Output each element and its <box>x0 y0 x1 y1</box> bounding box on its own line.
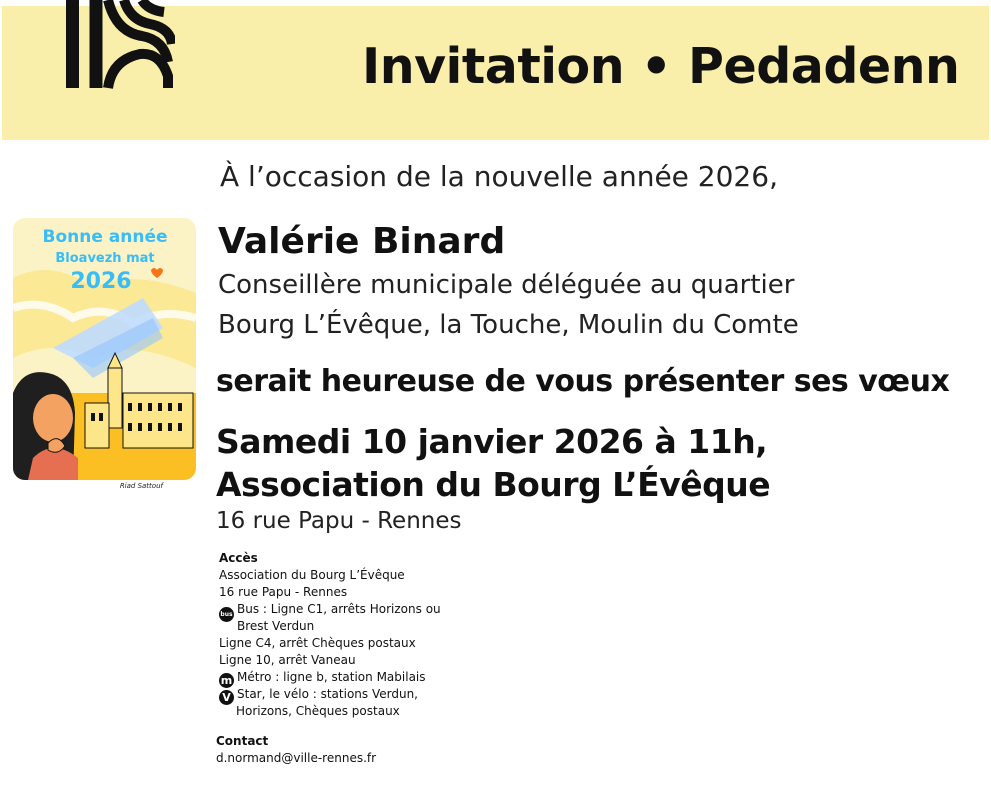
illus-line1: Bonne année <box>42 227 168 247</box>
event-place: Association du Bourg L’Évêque <box>216 465 771 504</box>
metro-icon: m <box>220 674 233 687</box>
bike-line1: Star, le vélo : stations Verdun, <box>237 687 418 701</box>
event-address: 16 rue Papu - Rennes <box>216 508 462 534</box>
host-role-line1: Conseillère municipale déléguée au quartier <box>218 270 795 300</box>
bus-line1: Bus : Ligne C1, arrêts Horizons ou <box>237 602 441 616</box>
metro-line: Métro : ligne b, station Mabilais <box>237 670 426 684</box>
illus-year: 2026 <box>70 269 132 294</box>
contact-heading: Contact <box>216 734 269 748</box>
contact-email[interactable]: d.normand@ville-rennes.fr <box>216 751 377 765</box>
bus-line3: Ligne C4, arrêt Chèques postaux <box>219 636 416 650</box>
occasion-text: À l’occasion de la nouvelle année 2026, <box>220 160 778 193</box>
page-title: Invitation • Pedadenn <box>362 38 960 95</box>
rennes-logo-icon <box>60 0 175 95</box>
bus-line4: Ligne 10, arrêt Vaneau <box>219 653 356 667</box>
bike-icon: V <box>219 690 234 705</box>
host-name: Valérie Binard <box>218 221 506 262</box>
access-address: 16 rue Papu - Rennes <box>219 585 348 599</box>
illus-signature: Riad Sattouf <box>119 482 163 490</box>
access-place: Association du Bourg L’Évêque <box>219 568 405 582</box>
event-date: Samedi 10 janvier 2026 à 11h, <box>216 422 768 461</box>
bike-line2: Horizons, Chèques postaux <box>236 704 400 718</box>
access-heading: Accès <box>219 551 258 565</box>
new-year-illustration <box>13 218 196 492</box>
bus-line2: Brest Verdun <box>237 619 315 633</box>
invitation-message: serait heureuse de vous présenter ses vœux <box>216 364 950 399</box>
bus-icon: bus <box>219 607 234 622</box>
illus-line2: Bloavezh mat <box>55 251 155 266</box>
host-role-line2: Bourg L’Évêque, la Touche, Moulin du Comte <box>218 310 799 340</box>
